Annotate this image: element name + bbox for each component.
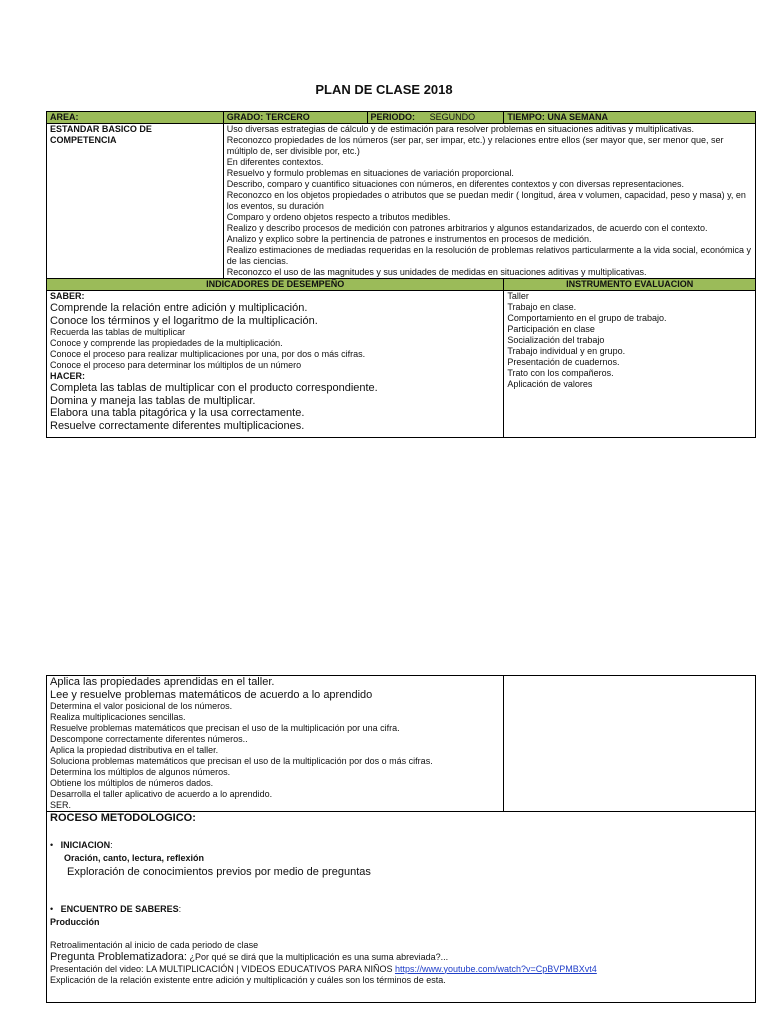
estandar-item: Describo, comparo y cuantifico situaciones con números, en diferentes contextos y con diversas representaciones. (226, 179, 684, 189)
pregunta-label: Pregunta Problematizadora: (50, 951, 187, 963)
instrumento-item: Aplicación de valores (507, 379, 593, 389)
hacer-line: Domina y maneja las tablas de multiplicar. (50, 394, 256, 407)
header-row (47, 112, 756, 124)
instrumento-header: INSTRUMENTO EVALUACION (504, 279, 756, 291)
estandar-label: ESTANDAR BASICO DE COMPETENCIA (47, 124, 224, 279)
estandar-item: Reconozco propiedades de los números (ser par, ser impar, etc.) y relaciones entre ellos (ser mayor que, ser menor que, ser múltiplo de, ser divisible por, etc.) (226, 135, 724, 156)
saber-line: Conoce el proceso para realizar multiplicaciones por una, por dos o más cifras. (50, 349, 366, 359)
periodo-label: PERIODO: (370, 112, 416, 122)
estandar-item: Realizo y describo procesos de medición con patrones arbitrarios y algunos estandarizados, de acuerdo con el contexto. (226, 223, 708, 233)
hacer-label: HACER: (50, 371, 85, 381)
tiempo-cell: TIEMPO: UNA SEMANA (504, 112, 756, 124)
page-title: PLAN DE CLASE 2018 (315, 82, 453, 97)
saber-label: SABER: (50, 291, 85, 301)
estandar-item: Resuelvo y formulo problemas en situaciones de variación proporcional. (226, 168, 514, 178)
instrumento-continued-cell (504, 676, 756, 812)
estandar-item: En diferentes contextos. (226, 157, 324, 167)
iniciacion-sub: Oración, canto, lectura, reflexión (64, 852, 205, 863)
video-line (50, 964, 752, 975)
plan-table-continued (46, 675, 756, 1003)
estandar-list (223, 124, 755, 279)
indicador-line: Aplica las propiedades aprendidas en el taller. (50, 676, 275, 688)
saber-line: Conoce los términos y el logaritmo de la multiplicación. (50, 314, 318, 327)
instrumento-item: Trato con los compañeros. (507, 368, 614, 378)
section-header-row (47, 279, 756, 291)
estandar-item: Realizo estimaciones de mediadas requeridas en la resolución de problemas relativos particularmente a la vida social, económica y de las ciencias. (226, 245, 752, 266)
proceso-cell (47, 812, 756, 1003)
indicador-line: Resuelve problemas matemáticos que precisan el uso de la multiplicación por una cifra. (50, 723, 400, 733)
indicador-line: Obtiene los múltiplos de números dados. (50, 778, 214, 788)
periodo-cell (367, 112, 504, 124)
indicador-line: Determina el valor posicional de los números. (50, 701, 233, 711)
area-cell: AREA: (47, 112, 224, 124)
indicador-line: Aplica la propiedad distributiva en el taller. (50, 745, 219, 755)
indicadores-row (47, 291, 756, 438)
indicador-line: Realiza multiplicaciones sencillas. (50, 712, 186, 722)
indicador-line: Soluciona problemas matemáticos que precisan el uso de la multiplicación por dos o más cifras. (50, 756, 433, 766)
saber-line: Conoce el proceso para determinar los múltiplos de un número (50, 360, 302, 370)
estandar-row (47, 124, 756, 279)
instrumento-item: Participación en clase (507, 324, 595, 334)
indicadores-continued-row (47, 676, 756, 812)
iniciacion-heading: • INICIACION: (50, 839, 113, 850)
proceso-row (47, 812, 756, 1003)
pregunta-line (50, 951, 752, 964)
indicador-line: Lee y resuelve problemas matemáticos de acuerdo a lo aprendido (50, 688, 373, 701)
periodo-value: SEGUNDO (429, 112, 476, 122)
video-link[interactable]: https://www.youtube.com/watch?v=CpBVPMBXvt4 (394, 963, 597, 974)
indicador-line: Desarrolla el taller aplicativo de acuerdo a lo aprendido. (50, 789, 273, 799)
bullet-icon: • (50, 904, 61, 914)
saber-line: Comprende la relación entre adición y multiplicación. (50, 302, 308, 314)
hacer-line: Completa las tablas de multiplicar con el producto correspondiente. (50, 382, 378, 394)
video-text: Presentación del video: LA MULTIPLICACIÓN | VIDEOS EDUCATIVOS PARA NIÑOS (50, 963, 393, 974)
estandar-item: Reconozco el uso de las magnitudes y sus unidades de medidas en situaciones aditivas y multiplicativas. (226, 267, 647, 277)
instrumento-item: Presentación de cuadernos. (507, 357, 620, 367)
instrumento-item: Taller (507, 291, 529, 301)
encuentro-label: ENCUENTRO DE SABERES (60, 904, 179, 914)
bullet-icon: • (50, 839, 61, 850)
retro-text: Retroalimentación al inicio de cada periodo de clase (50, 940, 259, 950)
instrumentos-cell (504, 291, 756, 438)
indicador-line: SER. (50, 800, 72, 810)
instrumento-item: Socialización del trabajo (507, 335, 605, 345)
indicador-line: Determina los múltiplos de algunos números. (50, 767, 231, 777)
estandar-item: Reconozco en los objetos propiedades o atributos que se puedan medir ( longitud, área v volumen, capacidad, peso y masa) y, en los eventos, su duración (226, 190, 746, 211)
plan-table (46, 111, 756, 438)
produccion-label: Producción (50, 917, 100, 927)
hacer-line: Elabora una tabla pitagórica y la usa correctamente. (50, 407, 305, 419)
instrumento-item: Comportamiento en el grupo de trabajo. (507, 313, 667, 323)
estandar-item: Uso diversas estrategias de cálculo y de estimación para resolver problemas en situaciones aditivas y multiplicativas. (226, 124, 694, 134)
estandar-item: Comparo y ordeno objetos respecto a tributos medibles. (226, 212, 451, 222)
indicadores-continued-cell (47, 676, 504, 812)
encuentro-heading: • ENCUENTRO DE SABERES: (50, 904, 182, 914)
saber-line: Recuerda las tablas de multiplicar (50, 327, 186, 337)
indicador-line: Descompone correctamente diferentes números.. (50, 734, 248, 744)
indicadores-cell (47, 291, 504, 438)
estandar-item: Analizo y explico sobre la pertinencia de patrones e instrumentos en procesos de medición. (226, 234, 592, 244)
proceso-label: ROCESO METODOLOGICO: (50, 812, 196, 824)
iniciacion-text: Exploración de conocimientos previos por medio de preguntas (67, 865, 371, 878)
saber-line: Conoce y comprende las propiedades de la multiplicación. (50, 338, 283, 348)
explicacion-text: Explicación de la relación existente entre adición y multiplicación y cuáles son los términos de esta. (50, 974, 446, 985)
iniciacion-label: INICIACION (60, 839, 111, 850)
pregunta-text: ¿Por qué se dirá que la multiplicación es una suma abreviada?... (189, 952, 449, 962)
instrumento-item: Trabajo en clase. (507, 302, 577, 312)
instrumento-item: Trabajo individual y en grupo. (507, 346, 626, 356)
hacer-line: Resuelve correctamente diferentes multiplicaciones. (50, 419, 305, 432)
indicadores-header: INDICADORES DE DESEMPEÑO (47, 279, 504, 291)
grado-cell: GRADO: TERCERO (223, 112, 367, 124)
